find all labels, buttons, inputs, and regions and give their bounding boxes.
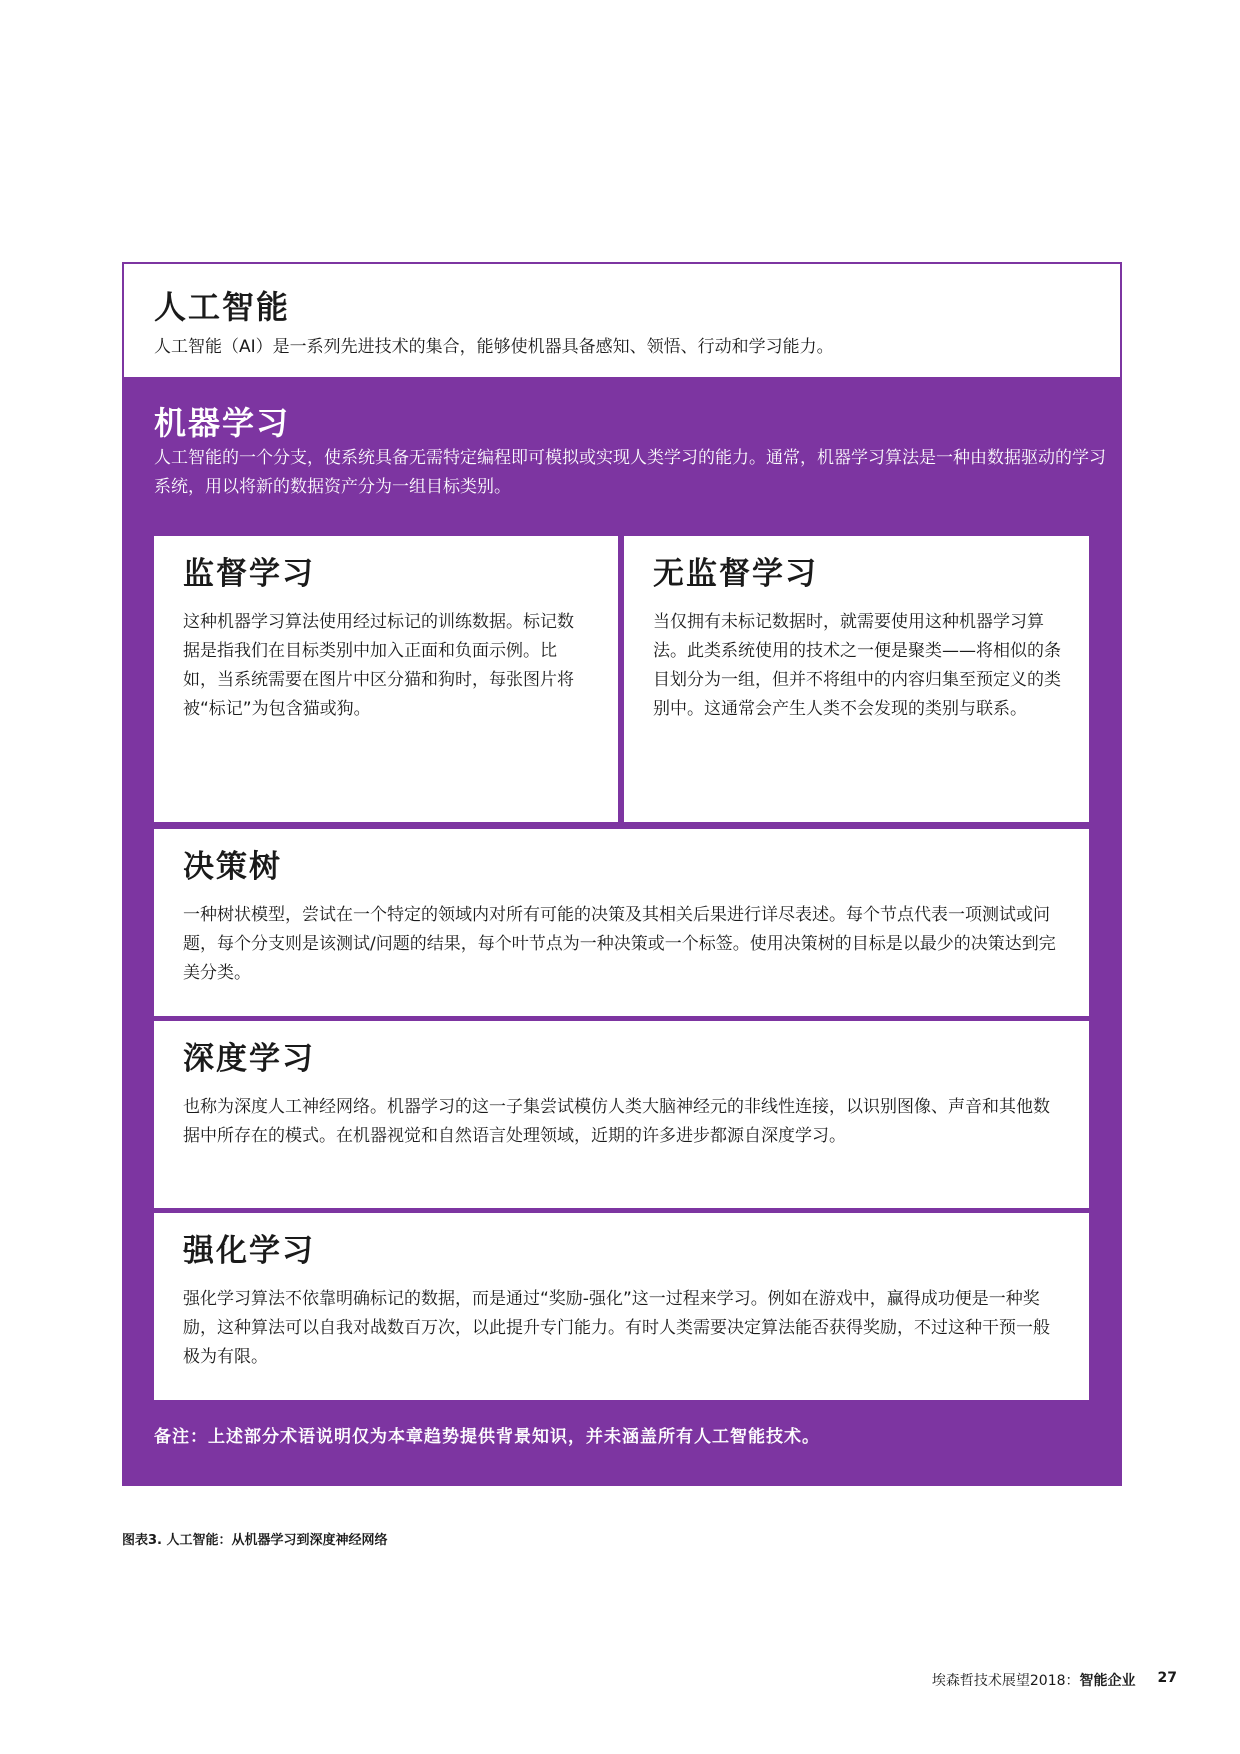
ai-title: 人工智能 xyxy=(154,288,291,326)
card-title: 无监督学习 xyxy=(653,556,818,592)
footer-publication: 埃森哲技术展望2018： xyxy=(931,1673,1080,1689)
card-title: 深度学习 xyxy=(183,1041,315,1077)
card-text: 这种机器学习算法使用经过标记的训练数据。标记数据是指我们在目标类别中加入正面和负面示例。比如，当系统需要在图片中区分猫和狗时，每张图片将被“标记”为包含猫或狗。 xyxy=(183,612,574,719)
footer-section: 智能企业 xyxy=(1079,1673,1136,1689)
card-text: 也称为深度人工神经网络。机器学习的这一子集尝试模仿人类大脑神经元的非线性连接，以识别图像、声音和其他数据中所存在的模式。在机器视觉和自然语言处理领域，近期的许多进步都源自深度学习。 xyxy=(183,1097,1050,1146)
card-deep-learning xyxy=(154,1021,1089,1208)
ai-description: 人工智能（AI）是一系列先进技术的集合，能够使机器具备感知、领悟、行动和学习能力。 xyxy=(154,337,834,357)
card-text: 当仅拥有未标记数据时，就需要使用这种机器学习算法。此类系统使用的技术之一便是聚类——将相似的条目划分为一组，但并不将组中的内容归集至预定义的类别中。这通常会产生人类不会发现的类别与联系。 xyxy=(653,612,1061,719)
card-text: 一种树状模型，尝试在一个特定的领域内对所有可能的决策及其相关后果进行详尽表述。每个节点代表一项测试或问题，每个分支则是该测试/问题的结果，每个叶节点为一种决策或一个标签。使用决策树的目标是以最少的决策达到完美分类。 xyxy=(183,905,1056,983)
ai-definition-box xyxy=(124,264,1120,377)
figure-caption: 图表3. 人工智能：从机器学习到深度神经网络 xyxy=(122,1533,388,1548)
card-title: 监督学习 xyxy=(183,556,315,592)
card-reinforcement-learning xyxy=(154,1213,1089,1400)
card-title: 强化学习 xyxy=(183,1233,315,1269)
page-footer xyxy=(932,1670,1177,1690)
card-unsupervised-learning xyxy=(624,536,1089,822)
ml-description: 人工智能的一个分支，使系统具备无需特定编程即可模拟或实现人类学习的能力。通常，机器学习算法是一种由数据驱动的学习系统，用以将新的数据资产分为一组目标类别。 xyxy=(154,448,1106,497)
card-title: 决策树 xyxy=(183,849,282,885)
card-supervised-learning xyxy=(154,536,618,822)
card-decision-tree xyxy=(154,829,1089,1016)
ai-figure xyxy=(122,262,1122,1486)
ml-title: 机器学习 xyxy=(154,404,291,442)
figure-note: 备注：上述部分术语说明仅为本章趋势提供背景知识，并未涵盖所有人工智能技术。 xyxy=(154,1427,820,1447)
card-text: 强化学习算法不依靠明确标记的数据，而是通过“奖励-强化”这一过程来学习。例如在游戏中，赢得成功便是一种奖励，这种算法可以自我对战数百万次，以此提升专门能力。有时人类需要决定算法能否获得奖励，不过这种干预一般极为有限。 xyxy=(183,1289,1050,1367)
page-number: 27 xyxy=(1157,1670,1177,1686)
